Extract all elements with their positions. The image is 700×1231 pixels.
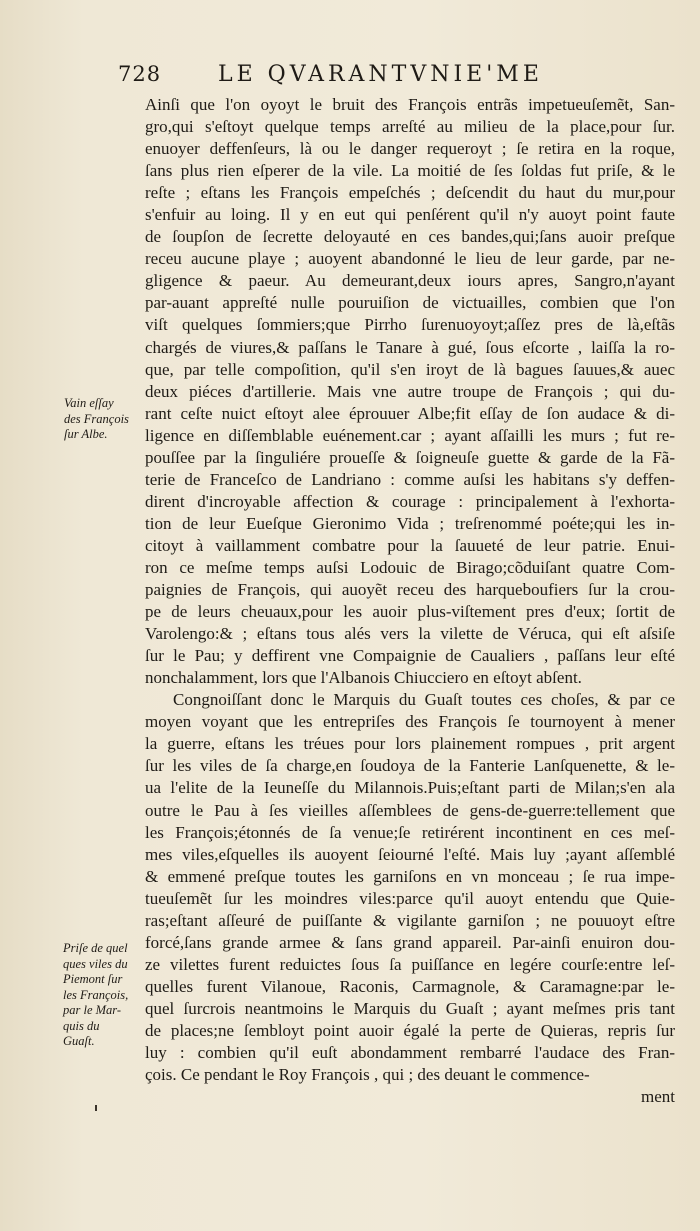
ink-mark (95, 1105, 97, 1111)
margin-note-albe (64, 396, 144, 443)
text-line: outre le Pau à ſes vieilles aſſemblees de gens-de-guerre:tellement que (145, 800, 675, 820)
text-line: chargés de viures,& paſſans le Tanare à gué, ſous eſcorte , laiſſa la ro- (145, 337, 675, 357)
text-line: la guerre, eſtans les tréues pour lors plainement rompues , prit argent (145, 734, 675, 754)
text-line: tion de leur Eueſque Gieronimo Vida ; treſrenommé poéte;qui les in- (145, 513, 675, 533)
text-line: ze vilettes furent reduictes ſous ſa puiſſance en legére courſe:entre leſ- (145, 954, 675, 974)
text-line: Ainſi que l'on oyoyt le bruit des François entrãs impetueuſemẽt, San- (145, 95, 675, 114)
text-line: luy : combien qu'il euſt abondamment rembarré l'audace des Fran- (145, 1043, 675, 1063)
text-line: quel ſurcrois neantmoins le Marquis du Guaſt ; ayant meſmes pris tant (145, 998, 675, 1018)
text-line: çois. Ce pendant le Roy François , qui ; des deuant le commence- (145, 1065, 590, 1085)
margin-note-line: quis du (63, 1018, 100, 1033)
margin-note-line: ſur Albe. (64, 427, 108, 441)
text-line: ſans plus rien eſperer de la vile. La moitié de ſes ſoldas fut priſe, & le (145, 161, 675, 181)
page-header (118, 62, 678, 90)
text-line: moyen voyant que les entrepriſes des François ſe tournoyent à mener (145, 712, 675, 732)
text-line: de ſoupſon de ſecrette deloyauté en ces bandes,qui;ſans auoir preſque (145, 227, 675, 247)
text-line: s'enfuir au loing. Il y en eut qui penſérent qu'il n'y auoyt point faute (145, 205, 675, 225)
text-line: ment (641, 1087, 675, 1107)
text-line: deux piéces d'artillerie. Mais vne autre troupe de François ; qui du- (145, 381, 675, 401)
page-number: 728 (118, 62, 162, 86)
text-line: ligence en diſſemblable euénement.car ; ayant aſſailli les murs ; fut re- (145, 425, 675, 445)
text-line: nonchalamment, lors que l'Albanois Chiucciero en eſtoyt abſent. (145, 668, 582, 688)
text-line: citoyt à vaillamment combatre pour la ſauueté de leur patrie. Enui- (145, 535, 675, 555)
margin-note-line: Priſe de quel (63, 941, 128, 955)
text-line: Congnoiſſant donc le Marquis du Guaſt toutes ces choſes, & par ce (173, 690, 675, 710)
text-line: ron ce meſme temps auſsi Lodouic de Birago;cõduiſant quatre Com- (145, 557, 675, 577)
text-line: que, par telle compoſition, qu'il s'en iroyt de là bagues ſauues,& auec (145, 359, 675, 379)
text-line: gro,qui s'eſtoyt quelque temps arreſté au milieu de la place,pour ſur. (145, 117, 675, 137)
margin-note-piemont (63, 941, 143, 1050)
text-line: reſte ; eſtans les François empeſchés ; deſcendit du haut du mur,pour (145, 183, 675, 203)
running-title: LE QVARANTVNIE'ME (218, 62, 543, 87)
margin-note-line: les François, (63, 987, 129, 1002)
text-line: rant ceſte nuict eſtoyt alee éprouuer Albe;fit eſſay de ſon audace & di- (145, 403, 675, 423)
text-line: ras;eſtant aſſeuré de puiſſante & vigilante garniſon ; ne pouuoyt eſtre (145, 910, 675, 930)
text-line: ua l'elite de la Ieuneſſe du Milannois.Puis;eſtant parti de Milan;s'en ala (145, 778, 675, 798)
text-line: mes viles,eſquelles ils auoyent ſeiourné l'eſté. Mais luy ;ayant aſſemblé (145, 844, 675, 864)
text-line: gligence & paeur. Au demeurant,deux iours apres, Sangro,n'ayant (145, 271, 675, 291)
margin-note-line: Vain eſſay (64, 396, 114, 410)
margin-note-line: Piemont ſur (63, 972, 123, 986)
margin-note-line: ques viles du (63, 956, 128, 971)
text-line: tueuſemẽt ſur les moindres viles:parce qu'il auoyt entendu que Quie- (145, 888, 675, 908)
text-line: paignies de François, qui auoyẽt receu des harqueboufiers ſur la crou- (145, 580, 675, 600)
text-line: forcé,ſans grande armee & ſans grand appareil. Par-ainſi enuiron dou- (145, 932, 675, 952)
margin-note-line: Guaſt. (63, 1034, 95, 1048)
text-line: pe de leurs cheuaux,pour les auoir plus-viſtement pres d'eux; ſortit de (145, 602, 675, 622)
margin-note-line: par le Mar- (63, 1003, 122, 1017)
text-line: ſur le Pau; y deffirent vne Compaignie de Caualiers , paſſans leur eſté (145, 646, 675, 666)
text-line: de places;ne ſembloyt point auoir égalé la perte de Quieras, repris ſur (145, 1020, 675, 1040)
text-line: les François;étonnés de ſa venue;ſe retirérent incontinent en ces meſ- (145, 822, 675, 842)
text-line: Varolengo:& ; eſtans tous alés vers la vilette de Véruca, qui eſt aſsiſe (145, 624, 675, 644)
text-line: quelles furent Vilanoue, Raconis, Carmagnole, & Caramagne:par le- (145, 976, 675, 996)
text-line: & emmené preſque toutes les garniſons en vn monceau ; ſe rua impe- (145, 866, 675, 886)
text-line: ſur les viles de ſa charge,en ſoudoya de la Fanterie Lanſquenette, & le- (145, 756, 675, 776)
text-line: receu aucune playe ; auoyent abandonné le lieu de leur garde, par ne- (145, 249, 675, 269)
body-text (145, 94, 675, 1108)
text-line: enuoyer deffenſeurs, là ou le danger requeroyt ; ſe retira en la roque, (145, 139, 675, 159)
text-line: par-auant appreſté nulle pouruiſion de victuailles, combien que l'on (145, 293, 675, 313)
text-line: viſt quelques ſommiers;que Pirrho ſurenuoyoyt;aſſez pres de là,eſtãs (145, 315, 675, 335)
text-line: dirent d'incroyable affection & courage : principalement à l'exhorta- (145, 491, 675, 511)
text-line: pouſſee par la ſinguliére proueſſe & ſoigneuſe guette & garde de la Fã- (145, 447, 675, 467)
text-line: terie de Franceſco de Landriano : comme auſsi les habitans s'y deffen- (145, 469, 675, 489)
margin-note-line: des François (64, 411, 129, 426)
